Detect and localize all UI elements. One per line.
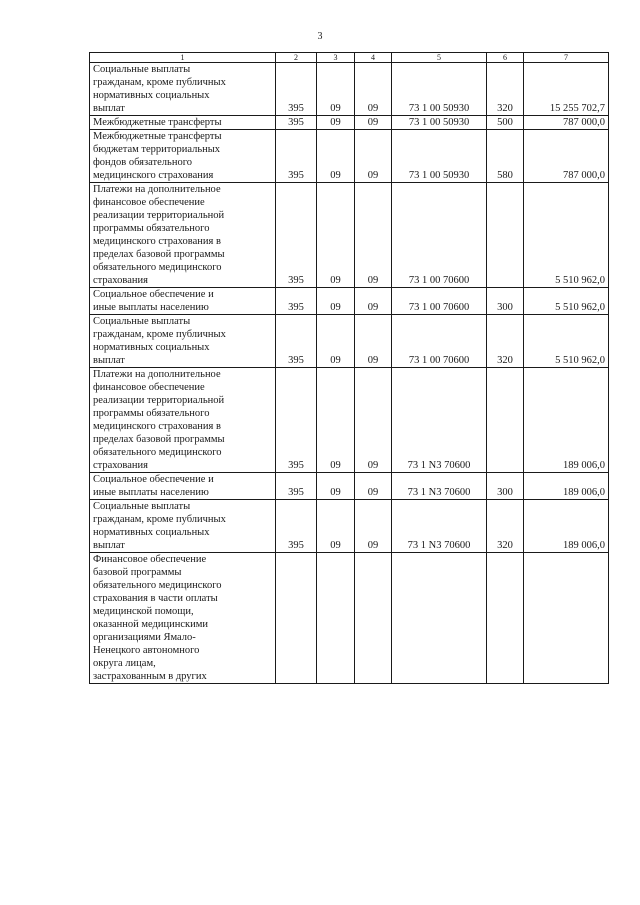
row-code-expense-type: 320 xyxy=(487,500,524,553)
row-code-ministry: 395 xyxy=(276,63,317,116)
page-number: 3 xyxy=(317,31,323,42)
row-code-subsection: 09 xyxy=(355,315,392,368)
table-row xyxy=(90,183,609,288)
row-code-section: 09 xyxy=(317,288,355,315)
row-code-expense-type: 320 xyxy=(487,63,524,116)
row-amount: 5 510 962,0 xyxy=(524,315,609,368)
col-header: 7 xyxy=(524,53,609,63)
row-code-section: 09 xyxy=(317,368,355,473)
row-code-ministry: 395 xyxy=(276,183,317,288)
row-amount: 189 006,0 xyxy=(524,473,609,500)
row-code-section: 09 xyxy=(317,63,355,116)
row-code-subsection: 09 xyxy=(355,63,392,116)
row-code-subsection: 09 xyxy=(355,368,392,473)
row-code-target: 73 1 00 50930 xyxy=(392,116,487,130)
row-amount: 787 000,0 xyxy=(524,116,609,130)
header-row xyxy=(90,53,609,63)
row-code-section: 09 xyxy=(317,500,355,553)
row-amount: 189 006,0 xyxy=(524,368,609,473)
row-name: Межбюджетные трансферты бюджетам территориальных фондов обязательного медицинского страхования xyxy=(90,130,276,183)
row-amount: 5 510 962,0 xyxy=(524,183,609,288)
row-code-ministry: 395 xyxy=(276,116,317,130)
row-code-target: 73 1 00 70600 xyxy=(392,183,487,288)
row-code-ministry: 395 xyxy=(276,500,317,553)
row-code-expense-type xyxy=(487,368,524,473)
row-code-ministry xyxy=(276,553,317,684)
row-name: Финансовое обеспечение базовой программы обязательного медицинского страхования в части оплаты медицинской помощи, оказанной медицинскими организациями Ямало- Ненецкого автономного округа лицам, застрахованным в других xyxy=(90,553,276,684)
row-code-section: 09 xyxy=(317,473,355,500)
row-name: Социальное обеспечение и иные выплаты населению xyxy=(90,288,276,315)
col-header: 4 xyxy=(355,53,392,63)
row-amount: 189 006,0 xyxy=(524,500,609,553)
table-row xyxy=(90,500,609,553)
row-code-subsection: 09 xyxy=(355,473,392,500)
row-name: Платежи на дополнительное финансовое обеспечение реализации территориальной программы обязательного медицинского страхования в пределах базовой программы обязательного медицинского страхования xyxy=(90,183,276,288)
row-code-target: 73 1 00 70600 xyxy=(392,288,487,315)
row-code-target xyxy=(392,553,487,684)
row-name: Социальные выплаты гражданам, кроме публичных нормативных социальных выплат xyxy=(90,500,276,553)
row-code-ministry: 395 xyxy=(276,130,317,183)
row-code-section: 09 xyxy=(317,183,355,288)
row-amount: 5 510 962,0 xyxy=(524,288,609,315)
row-name: Социальное обеспечение и иные выплаты населению xyxy=(90,473,276,500)
col-header: 2 xyxy=(276,53,317,63)
row-name: Межбюджетные трансферты xyxy=(90,116,276,130)
row-amount: 787 000,0 xyxy=(524,130,609,183)
row-code-ministry: 395 xyxy=(276,368,317,473)
col-header: 6 xyxy=(487,53,524,63)
row-code-section: 09 xyxy=(317,130,355,183)
row-name: Социальные выплаты гражданам, кроме публичных нормативных социальных выплат xyxy=(90,315,276,368)
table-row xyxy=(90,288,609,315)
row-code-ministry: 395 xyxy=(276,288,317,315)
row-code-expense-type: 300 xyxy=(487,288,524,315)
table-row xyxy=(90,553,609,684)
table-row xyxy=(90,130,609,183)
row-code-section xyxy=(317,553,355,684)
row-code-expense-type: 580 xyxy=(487,130,524,183)
table-row xyxy=(90,63,609,116)
row-code-target: 73 1 N3 70600 xyxy=(392,368,487,473)
row-code-expense-type xyxy=(487,553,524,684)
table-row xyxy=(90,473,609,500)
row-code-subsection xyxy=(355,553,392,684)
row-code-target: 73 1 00 50930 xyxy=(392,63,487,116)
row-amount: 15 255 702,7 xyxy=(524,63,609,116)
row-code-expense-type: 300 xyxy=(487,473,524,500)
row-code-ministry: 395 xyxy=(276,315,317,368)
table-row xyxy=(90,116,609,130)
row-code-target: 73 1 00 50930 xyxy=(392,130,487,183)
row-code-subsection: 09 xyxy=(355,500,392,553)
row-code-target: 73 1 N3 70600 xyxy=(392,500,487,553)
table-row xyxy=(90,315,609,368)
col-header: 5 xyxy=(392,53,487,63)
row-name: Социальные выплаты гражданам, кроме публичных нормативных социальных выплат xyxy=(90,63,276,116)
row-code-expense-type xyxy=(487,183,524,288)
row-name: Платежи на дополнительное финансовое обеспечение реализации территориальной программы обязательного медицинского страхования в пределах базовой программы обязательного медицинского страхования xyxy=(90,368,276,473)
row-code-expense-type: 500 xyxy=(487,116,524,130)
row-code-expense-type: 320 xyxy=(487,315,524,368)
row-code-target: 73 1 N3 70600 xyxy=(392,473,487,500)
row-code-section: 09 xyxy=(317,116,355,130)
row-code-ministry: 395 xyxy=(276,473,317,500)
row-amount xyxy=(524,553,609,684)
col-header: 3 xyxy=(317,53,355,63)
row-code-subsection: 09 xyxy=(355,130,392,183)
budget-table xyxy=(89,52,609,684)
table-row xyxy=(90,368,609,473)
row-code-subsection: 09 xyxy=(355,183,392,288)
row-code-subsection: 09 xyxy=(355,116,392,130)
row-code-section: 09 xyxy=(317,315,355,368)
row-code-subsection: 09 xyxy=(355,288,392,315)
col-header: 1 xyxy=(90,53,276,63)
row-code-target: 73 1 00 70600 xyxy=(392,315,487,368)
